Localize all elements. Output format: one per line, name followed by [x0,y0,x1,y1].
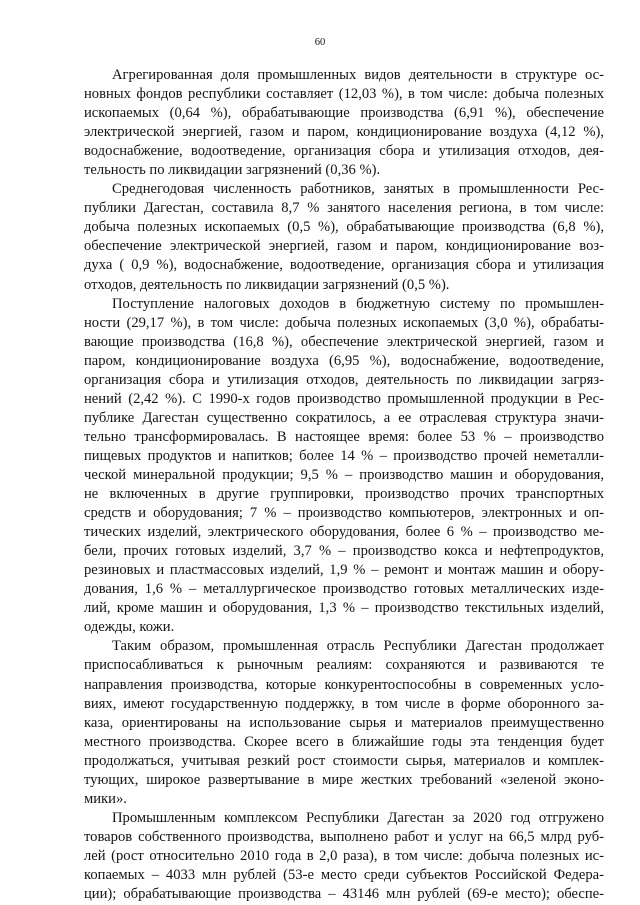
text-line: лей (рост относительно 2010 года в 2,0 раза), в том числе: добыча полезных ис- [84,847,604,864]
text-line: ции); обрабатывающие производства – 43146 млн рублей (69-е место); обеспе- [84,886,604,903]
paragraph [84,180,604,294]
text-line: каза, ориентированы на использование сырья и материалов преимущественно [84,714,604,731]
text-line: товаров собственного производства, выполнено работ и услуг на 66,5 млрд руб- [84,828,604,845]
text-line: ности (29,17 %), в том числе: добыча полезных ископаемых (3,0 %), обрабаты- [84,314,604,331]
text-line: обеспечение электрической энергией, газом и паром, кондиционирование воз- [84,238,604,255]
text-line: тических изделий, электрического оборудования, более 6 % – производство ме- [84,524,604,541]
text-line: мики». [84,790,127,807]
text-line: духа ( 0,9 %), водоснабжение, водоотведение, организация сбора и утилизация [84,257,604,274]
paragraph [84,637,604,808]
paragraph [84,809,604,904]
text-line: новных фондов республики составляет (12,03 %), в том числе: добыча полезных [84,86,604,103]
text-line: приспосабливаться к рыночным реалиям: сохраняются и развиваются те [84,657,604,674]
text-line: лий, кроме машин и оборудования, 1,3 % – производство текстильных изделий, [84,600,604,617]
text-line: копаемых – 4033 млн рублей (53-е место среди субъектов Российской Федера- [84,866,604,883]
text-line: водоснабжение, водоотведение, организация сбора и утилизация отходов, дея- [84,143,604,160]
text-line: Поступление налоговых доходов в бюджетную систему по промышлен- [112,295,604,312]
text-line: ческой минеральной продукции; 9,5 % – производство машин и оборудования, [84,466,604,483]
text-line: виях, имеют государственную поддержку, в том числе в форме оборонного за- [84,695,604,712]
text-line: нений (2,42 %). С 1990-х годов производство промышленной продукции в Рес- [84,390,604,407]
document-body [84,66,604,904]
text-line: дования, 1,6 % – металлургическое производство готовых металлических изде- [84,581,604,598]
paragraph [84,295,604,638]
text-line: бели, прочих готовых изделий, 3,7 % – производство кокса и нефтепродуктов, [84,543,604,560]
text-line: организация сбора и утилизация отходов, деятельность по ликвидации загряз- [84,371,604,388]
text-line: не включенных в другие группировки, производство прочих транспортных [84,486,604,503]
text-line: публики Дагестан, составила 8,7 % занятого населения региона, в том числе: [84,200,604,217]
text-line: пищевых продуктов и напитков; более 14 % – производство прочей неметалли- [84,447,604,464]
text-line: продолжаться, учитывая резкий рост стоимости сырья, материалов и комплек- [84,752,604,769]
text-line: резиновых и пластмассовых изделий, 1,9 % – ремонт и монтаж машин и обору- [84,562,604,579]
text-line: вающие производства (16,8 %), обеспечение электрической энергией, газом и [84,333,604,350]
text-line: Агрегированная доля промышленных видов деятельности в структуре ос- [112,67,604,83]
text-line: тельно трансформировалась. В настоящее время: более 53 % – производство [84,428,604,445]
text-line: публике Дагестан существенно сократилось, а ее отраслевая структура значи- [84,409,604,426]
text-line: паром, кондиционирование воздуха (6,95 %), водоснабжение, водоотведение, [84,352,604,369]
text-line: Промышленным комплексом Республики Дагестан за 2020 год отгружено [112,809,604,826]
text-line: добыча полезных ископаемых (0,5 %), обрабатывающие производства (6,8 %), [84,219,604,236]
text-line: отходов, деятельность по ликвидации загрязнений (0,5 %). [84,276,450,293]
paragraph [84,66,604,180]
text-line: тельность по ликвидации загрязнений (0,36 %). [84,162,381,179]
text-line: ископаемых (0,64 %), обрабатывающие производства (6,91 %), обеспечение [84,105,604,122]
text-line: средств и оборудования; 7 % – производство компьютеров, электронных и оп- [84,505,604,522]
page-number: 60 [314,37,326,48]
text-line: местного производства. Скорее всего в ближайшие годы эта тенденция будет [84,733,604,750]
text-line: Таким образом, промышленная отрасль Республики Дагестан продолжает [112,638,604,655]
text-line: Среднегодовая численность работников, занятых в промышленности Рес- [112,181,604,198]
text-line: тующих, широкое развертывание в мире жестких требований «зеленой эконо- [84,771,604,788]
text-line: электрической энергией, газом и паром, кондиционирование воздуха (4,12 %), [84,124,604,141]
text-line: одежды, кожи. [84,619,175,636]
text-line: направления производства, которые конкурентоспособны в современных усло- [84,676,604,693]
